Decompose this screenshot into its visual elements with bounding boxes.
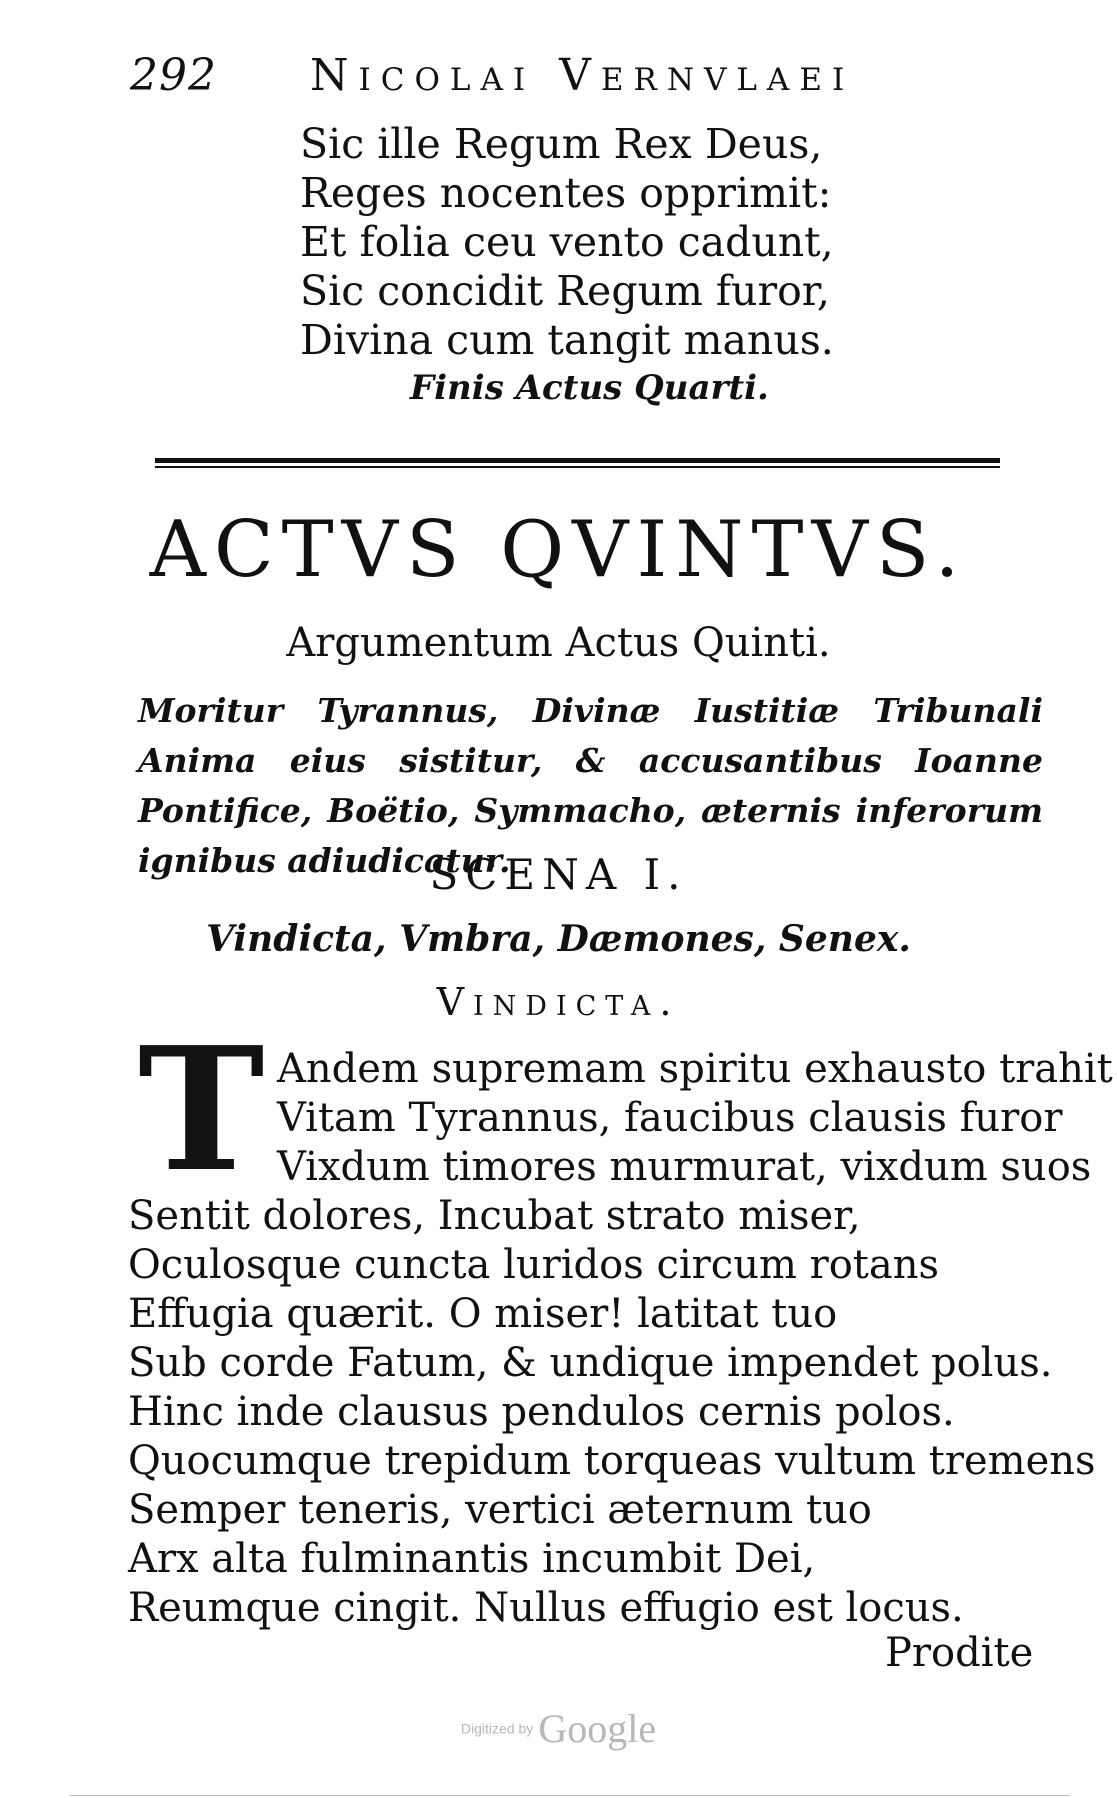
speech-line: Vitam Tyrannus, faucibus clausis furor: [277, 1095, 1063, 1141]
speech-indented: [277, 1045, 1113, 1192]
argument-heading: Argumentum Actus Quinti.: [286, 620, 831, 666]
argument-text: Moritur Tyrannus, Divinæ Iustitiæ Tribunali Anima eius sistitur, & accusantibus Ioanne Pontifice, Boëtio, Symmacho, æternis inferorum ignibus adiudicatur.: [138, 691, 1043, 880]
verse-line: Reges nocentes opprimit:: [300, 169, 832, 217]
verse-line: Sic ille Regum Rex Deus,: [300, 120, 823, 168]
speech-line: Sentit dolores, Incubat strato miser,: [128, 1193, 861, 1239]
page-number: 292: [130, 50, 217, 101]
verse-top: [300, 120, 834, 365]
section-divider: [155, 458, 1000, 463]
running-title: Nicolai Vernvlaei: [310, 50, 855, 101]
scene-personae: Vindicta, Vmbra, Dæmones, Senex.: [206, 918, 911, 960]
verse-line: Et folia ceu vento cadunt,: [300, 218, 834, 266]
catchword: Prodite: [885, 1630, 1034, 1676]
speaker-name: Vindicta.: [436, 980, 681, 1024]
speech-body: [128, 1192, 1096, 1633]
speech-line: Oculosque cuncta luridos circum rotans: [128, 1242, 940, 1288]
verse-line: Divina cum tangit manus.: [300, 316, 834, 364]
speech-line: Reumque cingit. Nullus effugio est locus.: [128, 1585, 964, 1631]
speech-line: Arx alta fulminantis incumbit Dei,: [128, 1536, 816, 1582]
finis-actus: Finis Actus Quarti.: [410, 368, 769, 408]
speech-line: Sub corde Fatum, & undique impendet polus.: [128, 1340, 1053, 1386]
google-logo: Google: [538, 1706, 657, 1751]
speech-line: Quocumque trepidum torqueas vultum tremens: [128, 1438, 1096, 1484]
digitization-watermark: [0, 1705, 1117, 1752]
speech-line: Andem supremam spiritu exhausto trahit: [277, 1046, 1113, 1092]
speech-line: Effugia quærit. O miser! latitat tuo: [128, 1291, 838, 1337]
verse-line: Sic concidit Regum furor,: [300, 267, 830, 315]
act-title: ACTVS QVINTVS.: [149, 505, 968, 595]
section-divider-thin: [155, 466, 1000, 468]
watermark-small-text: Digitized by: [460, 1720, 534, 1737]
speech-line: Vixdum timores murmurat, vixdum suos: [277, 1144, 1092, 1190]
drop-cap: T: [138, 1010, 265, 1210]
speech-line: Hinc inde clausus pendulos cernis polos.: [128, 1389, 955, 1435]
scene-title: SCENA I.: [429, 850, 688, 899]
speech-line: Semper teneris, vertici æternum tuo: [128, 1487, 872, 1533]
running-header: [130, 50, 855, 101]
page-edge-line: [70, 1795, 1070, 1796]
